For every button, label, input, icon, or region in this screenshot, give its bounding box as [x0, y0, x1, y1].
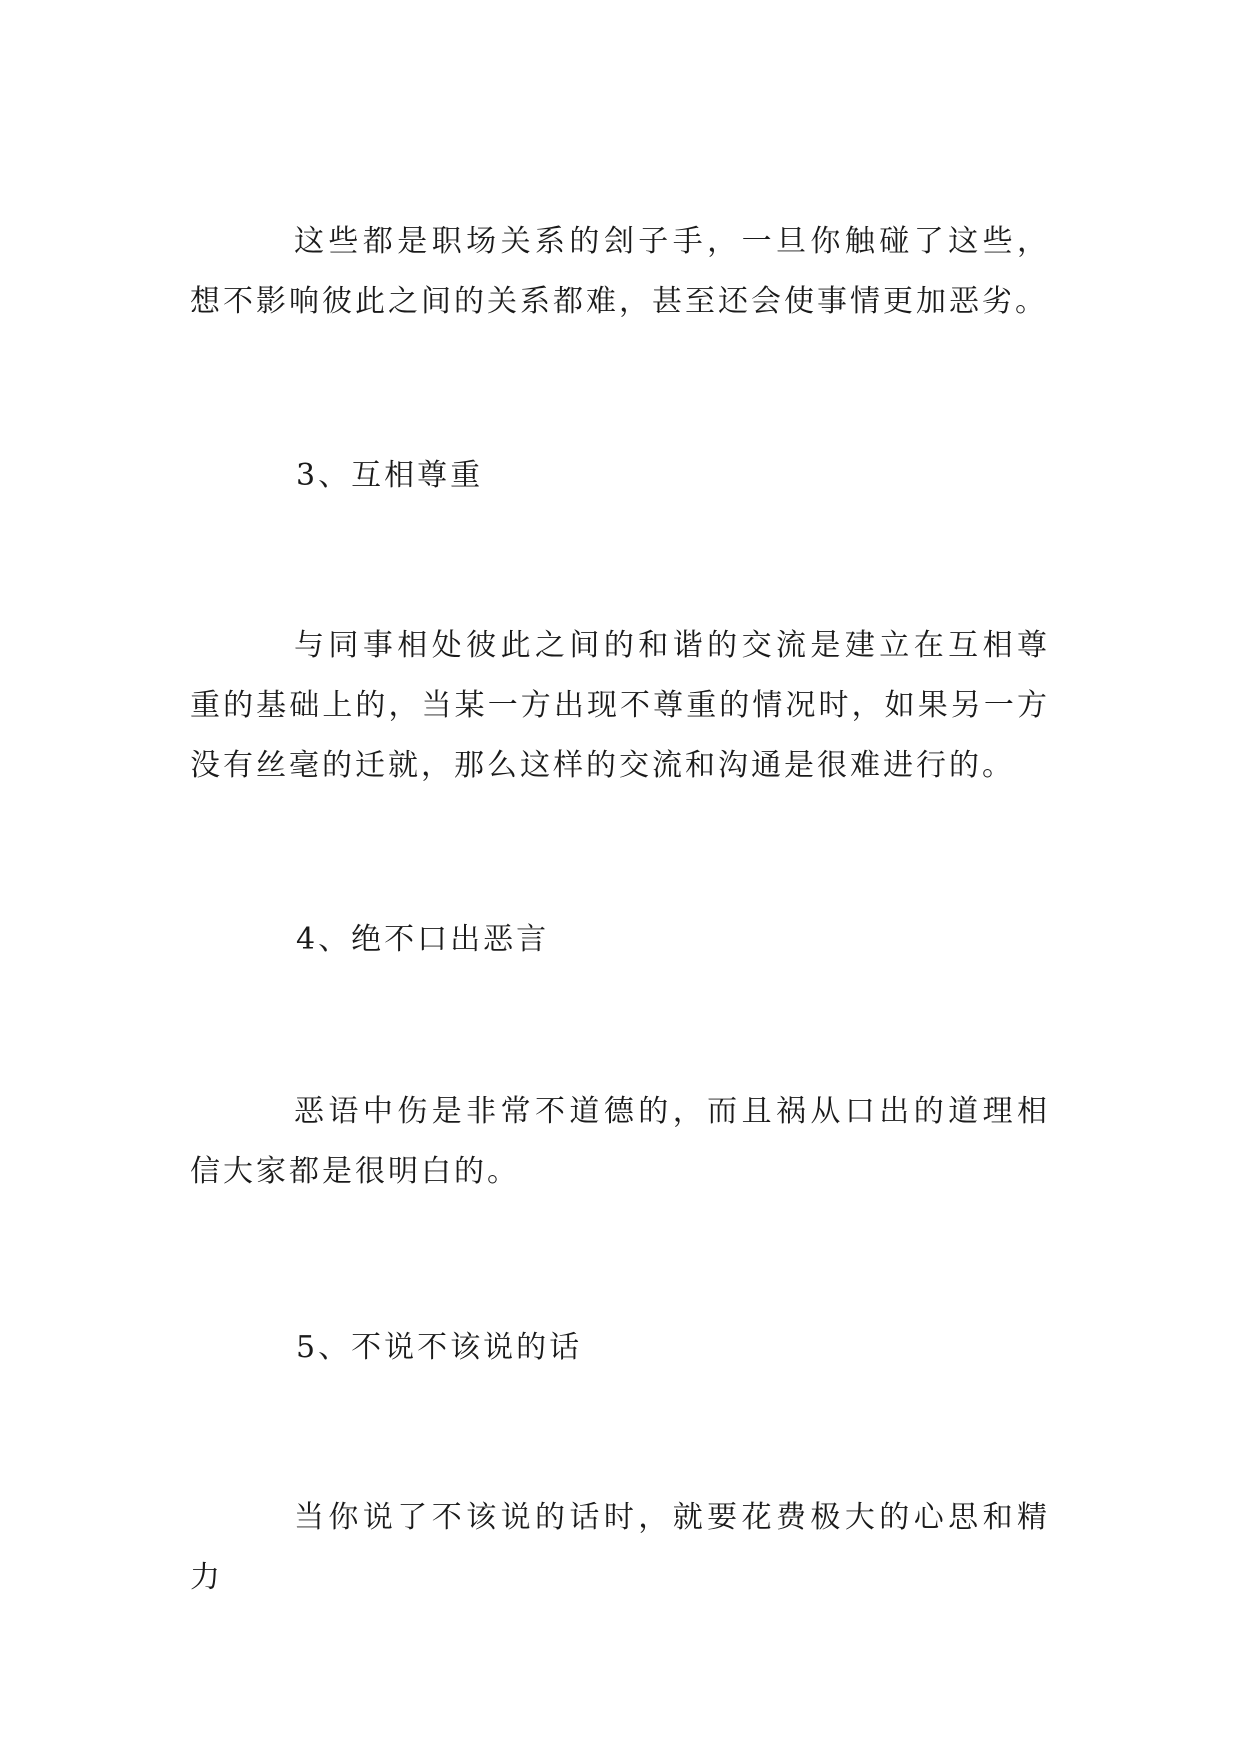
heading-no-harsh-words: 4、绝不口出恶言	[296, 922, 550, 957]
paragraph-dont-say-wrong-things: 当你说了不该说的话时，就要花费极大的心思和精力	[190, 1500, 1050, 1595]
heading-dont-say-wrong-things: 5、不说不该说的话	[296, 1330, 583, 1365]
heading-mutual-respect: 3、互相尊重	[296, 458, 484, 493]
paragraph-no-harsh-words: 恶语中伤是非常不道德的，而且祸从口出的道理相信大家都是很明白的。	[190, 1094, 1050, 1189]
paragraph-workplace-killers: 这些都是职场关系的刽子手，一旦你触碰了这些，想不影响彼此之间的关系都难，甚至还会使事情更加恶劣。	[190, 224, 1050, 319]
paragraph-mutual-respect: 与同事相处彼此之间的和谐的交流是建立在互相尊重的基础上的，当某一方出现不尊重的情况时，如果另一方没有丝毫的迁就，那么这样的交流和沟通是很难进行的。	[190, 628, 1050, 783]
